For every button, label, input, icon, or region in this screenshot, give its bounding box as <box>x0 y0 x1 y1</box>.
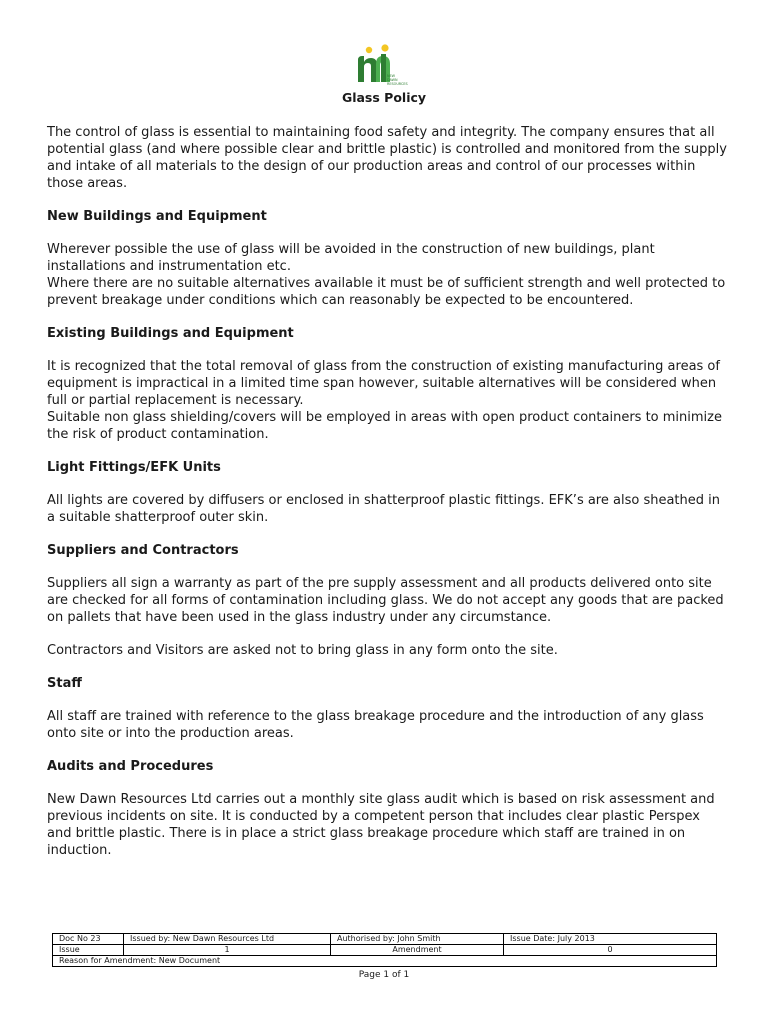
paragraph-line: Wherever possible the use of glass will be avoided in the construction of new buildings, plant installations and instrumentation etc. <box>47 242 655 274</box>
logo-text-line: NEW <box>387 74 396 78</box>
authorised-by-cell: Authorised by: John Smith <box>331 934 504 945</box>
issued-by-cell: Issued by: New Dawn Resources Ltd <box>124 934 331 945</box>
issue-value-cell: 1 <box>124 945 331 956</box>
intro-paragraph: The control of glass is essential to maintaining food safety and integrity. The company ensures that all potential glass (and where possible clear and brittle plastic) is controlled and monitored from the supply and intake of all materials to the design of our production areas and control of our processes within those areas. <box>47 125 727 191</box>
section-body-suppliers: Suppliers all sign a warranty as part of the pre supply assessment and all products delivered onto site are checked for all forms of contamination including glass. We do not accept any goods that are packed on pallets that have been used in the glass industry under any circumstance. <box>47 576 724 625</box>
document-title: Glass Policy <box>341 90 427 105</box>
doc-number-cell: Doc No 23 <box>53 934 124 945</box>
page-number: Page 1 of 1 <box>358 970 410 980</box>
table-row <box>53 945 717 956</box>
table-row <box>53 956 717 967</box>
document-body <box>47 124 727 875</box>
section-body-contractors: Contractors and Visitors are asked not to bring glass in any form onto the site. <box>47 643 558 658</box>
reason-for-amendment-cell: Reason for Amendment: New Document <box>53 956 717 967</box>
section-heading-staff: Staff <box>47 676 82 691</box>
document-control-table <box>52 933 717 967</box>
paragraph-line: It is recognized that the total removal of glass from the construction of existing manufacturing areas of equipment is impractical in a limited time span however, suitable alternatives will be considered when full or partial replacement is necessary. <box>47 359 720 408</box>
section-body-staff: All staff are trained with reference to the glass breakage procedure and the introduction of any glass onto site or into the production areas. <box>47 709 704 741</box>
section-heading-light-fittings: Light Fittings/EFK Units <box>47 460 221 475</box>
amendment-value-cell: 0 <box>504 945 717 956</box>
section-heading-existing-buildings: Existing Buildings and Equipment <box>47 326 294 341</box>
table-row <box>53 934 717 945</box>
logo-text-line: RESOURCES <box>387 82 408 86</box>
section-heading-suppliers: Suppliers and Contractors <box>47 543 239 558</box>
section-body-light-fittings: All lights are covered by diffusers or enclosed in shatterproof plastic fittings. EFK’s are also sheathed in a suitable shatterproof outer skin. <box>47 493 720 525</box>
company-logo <box>352 44 422 88</box>
amendment-label-cell: Amendment <box>331 945 504 956</box>
issue-date-cell: Issue Date: July 2013 <box>504 934 717 945</box>
section-body-existing-buildings <box>47 358 727 443</box>
paragraph-line: Suitable non glass shielding/covers will be employed in areas with open product containers to minimize the risk of product contamination. <box>47 410 722 442</box>
logo-wordmark <box>387 74 408 86</box>
section-heading-new-buildings: New Buildings and Equipment <box>47 209 267 224</box>
logo-text-line: DAWN <box>387 78 398 82</box>
section-body-new-buildings <box>47 241 727 309</box>
section-heading-audits: Audits and Procedures <box>47 759 214 774</box>
paragraph-line: Where there are no suitable alternatives available it must be of sufficient strength and well protected to prevent breakage under conditions which can reasonably be expected to be encountered. <box>47 276 726 308</box>
issue-label-cell: Issue <box>53 945 124 956</box>
section-body-audits: New Dawn Resources Ltd carries out a monthly site glass audit which is based on risk assessment and previous incidents on site. It is conducted by a competent person that includes clear plastic Perspex and brittle plastic. There is in place a strict glass breakage procedure which staff are trained in on induction. <box>47 792 715 858</box>
